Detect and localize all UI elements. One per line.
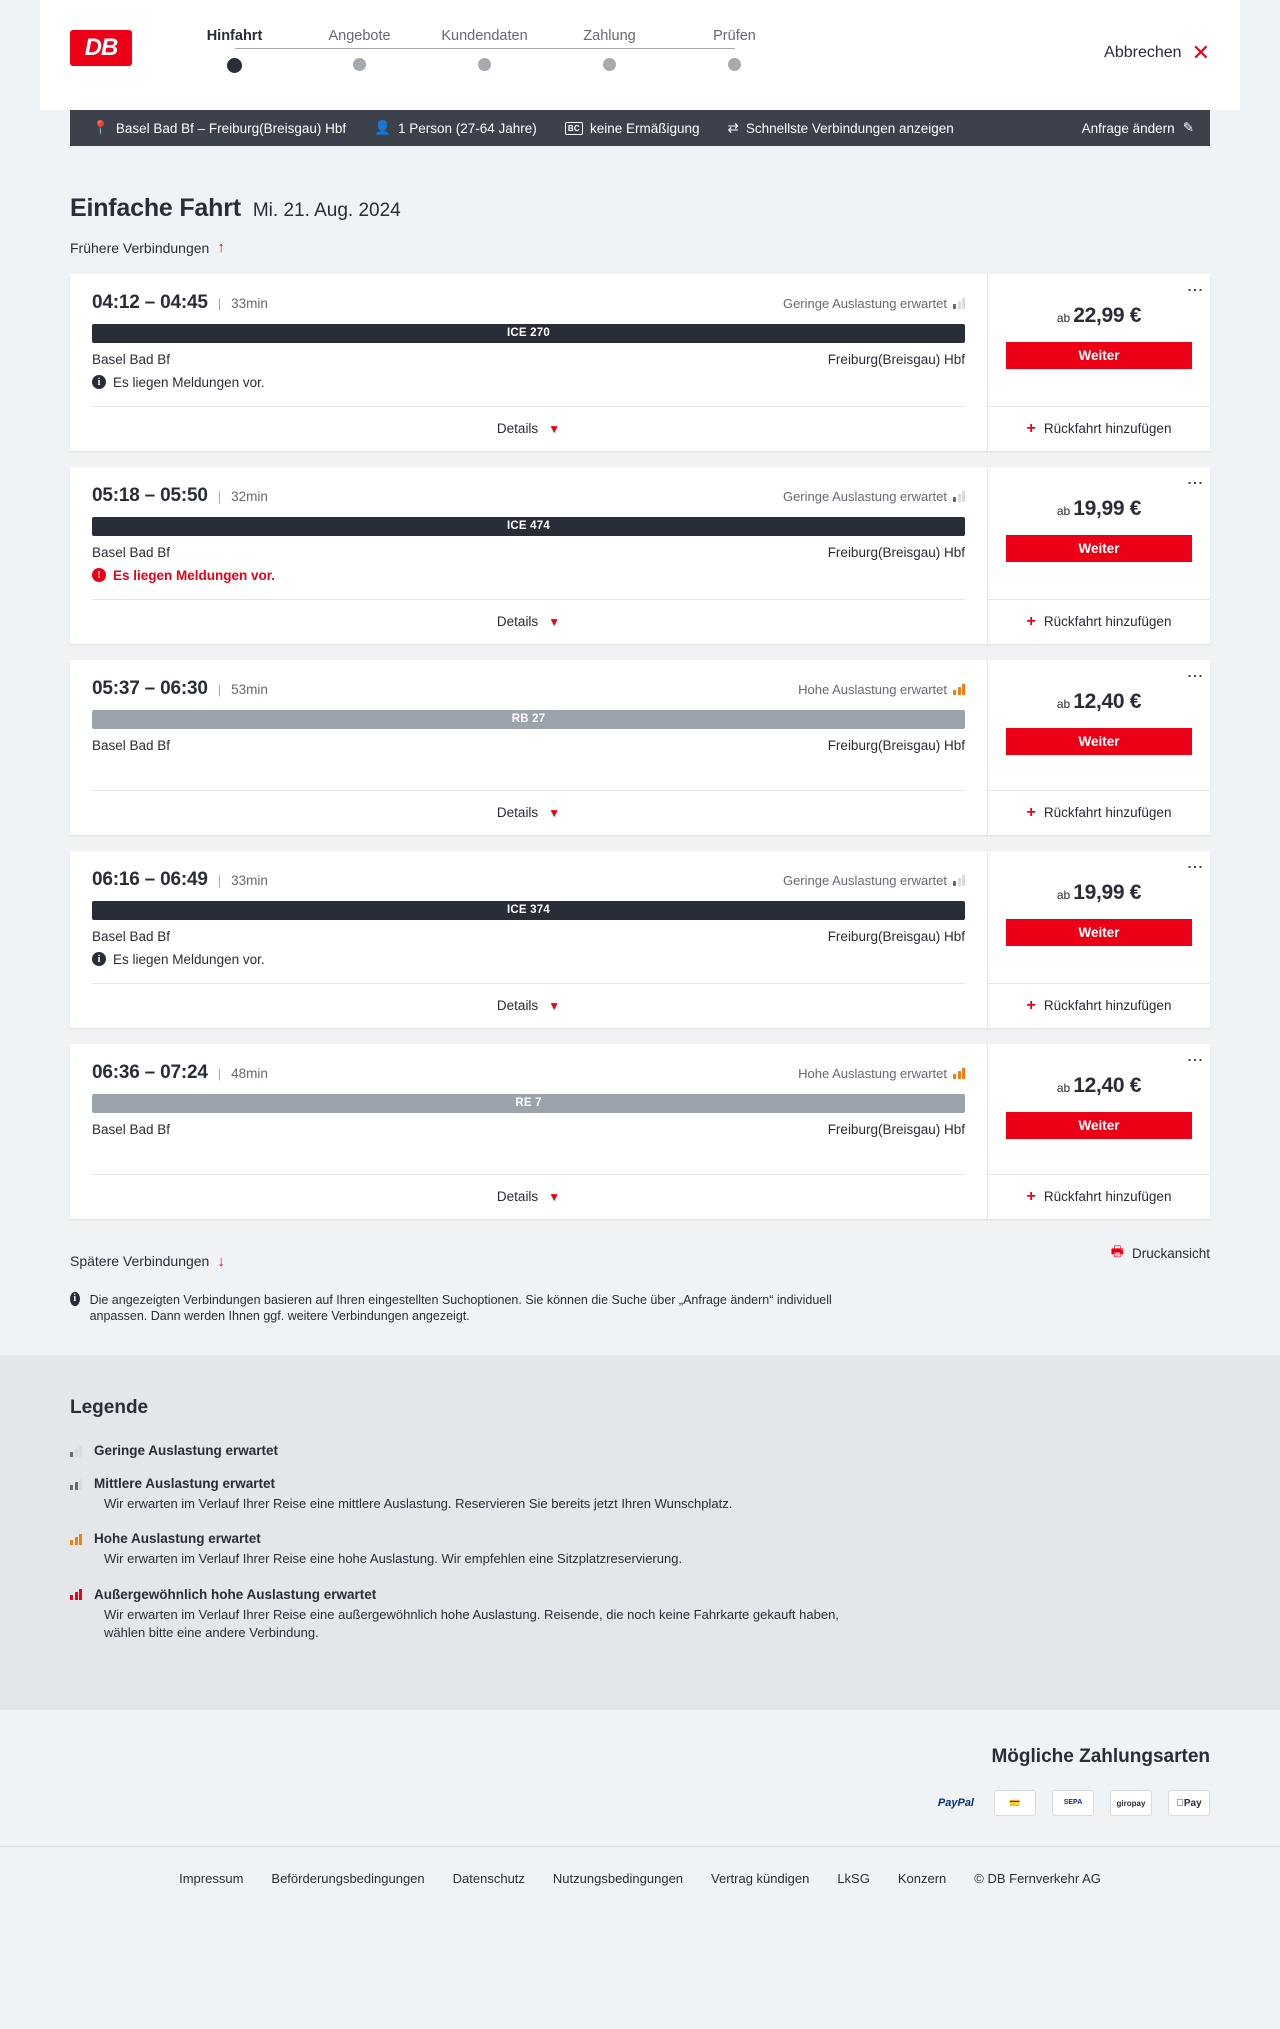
price-box	[988, 1044, 1210, 1174]
legend-item-mid	[70, 1476, 1210, 1513]
step-kundendaten[interactable]	[422, 28, 547, 73]
connection-price-panel	[988, 467, 1210, 644]
earlier-connections-label: Frühere Verbindungen	[70, 239, 210, 256]
later-connections-label: Spätere Verbindungen	[70, 1253, 210, 1269]
payment-icons	[70, 1790, 1210, 1816]
db-logo: DB	[70, 30, 132, 66]
cancel-button[interactable]	[1104, 42, 1210, 64]
connection-stations	[92, 929, 965, 944]
footer-link-konzern[interactable]: Konzern	[897, 1871, 947, 1886]
occupancy-label: Hohe Auslastung erwartet	[798, 681, 947, 697]
connection-notice[interactable]	[92, 952, 965, 967]
connection-times: 05:18 – 05:50	[92, 484, 208, 506]
app-header	[40, 0, 1240, 110]
legend-item-desc: Wir erwarten im Verlauf Ihrer Reise eine mittlere Auslastung. Reservieren Sie bereits jetzt Ihren Wunschplatz.	[104, 1496, 733, 1512]
price-box	[988, 660, 1210, 790]
continue-button[interactable]: Weiter	[1006, 919, 1192, 946]
connection-header	[92, 678, 965, 700]
occupancy-indicator	[798, 682, 965, 697]
applepay-icon: Pay	[1168, 1790, 1210, 1816]
details-label: Details	[496, 421, 539, 436]
step-dot	[353, 58, 366, 71]
footer-link-nutzungsbedingungen[interactable]: Nutzungsbedingungen	[552, 1871, 684, 1886]
summary-discount[interactable]	[551, 121, 714, 136]
train-bar: ICE 374	[92, 901, 965, 920]
connection-duration: 33min	[231, 295, 268, 311]
connection-details	[70, 1044, 988, 1219]
details-toggle[interactable]	[92, 790, 965, 835]
connection-price-panel	[988, 851, 1210, 1028]
connection-stations	[92, 545, 965, 560]
site-footer	[0, 1846, 1280, 1926]
separator: |	[217, 488, 222, 504]
more-options-icon[interactable]: ⋮	[1186, 281, 1203, 298]
search-summary-bar	[70, 110, 1210, 146]
add-return-trip-button[interactable]	[988, 599, 1210, 644]
details-toggle[interactable]	[92, 983, 965, 1028]
connection-card[interactable]	[70, 1044, 1210, 1219]
connection-price-panel	[988, 274, 1210, 451]
results-footer	[70, 1237, 1210, 1270]
details-label: Details	[496, 1189, 539, 1204]
more-options-icon[interactable]: ⋮	[1186, 667, 1203, 684]
price-prefix: ab	[1056, 696, 1071, 711]
add-return-trip-label: Rückfahrt hinzufügen	[1043, 998, 1172, 1013]
details-label: Details	[496, 805, 539, 820]
price-value	[1006, 881, 1192, 905]
price-box	[988, 274, 1210, 406]
modify-search-label: Anfrage ändern	[1081, 120, 1175, 136]
search-hint	[70, 1292, 860, 1326]
connection-duration: 53min	[231, 681, 268, 697]
more-options-icon[interactable]: ⋮	[1186, 1051, 1203, 1068]
arrival-station: Freiburg(Breisgau) Hbf	[827, 351, 965, 367]
page-title	[70, 146, 1210, 223]
step-label: Angebote	[328, 28, 391, 44]
modify-search-button[interactable]	[1082, 121, 1194, 136]
price-amount: 12,40 €	[1073, 689, 1142, 713]
connection-times: 06:16 – 06:49	[92, 868, 208, 890]
occupancy-bars-icon	[953, 1068, 965, 1079]
connection-price-panel	[988, 660, 1210, 835]
continue-button[interactable]: Weiter	[1006, 342, 1192, 369]
connection-card[interactable]	[70, 851, 1210, 1028]
footer-link-vertrag-kuendigen[interactable]: Vertrag kündigen	[711, 1871, 810, 1886]
connection-details	[70, 274, 988, 451]
occupancy-label: Hohe Auslastung erwartet	[798, 1065, 947, 1081]
connection-card[interactable]	[70, 274, 1210, 451]
connection-header	[92, 1062, 965, 1084]
footer-link-lksg[interactable]: LkSG	[837, 1871, 870, 1886]
continue-button[interactable]: Weiter	[1006, 1112, 1192, 1139]
train-bar: ICE 270	[92, 324, 965, 343]
connection-notice[interactable]	[92, 568, 965, 583]
plus-icon: +	[1026, 803, 1036, 821]
price-prefix: ab	[1056, 310, 1071, 325]
separator: |	[217, 681, 222, 697]
departure-station: Basel Bad Bf	[92, 737, 171, 753]
step-dot	[227, 58, 242, 73]
step-label: Zahlung	[583, 28, 636, 44]
summary-route-label: Basel Bad Bf – Freiburg(Breisgau) Hbf	[115, 120, 347, 136]
add-return-trip-label: Rückfahrt hinzufügen	[1043, 805, 1172, 820]
chevron-down-icon: ▼	[548, 421, 561, 436]
details-toggle[interactable]	[92, 1174, 965, 1219]
chevron-down-icon: ▼	[548, 614, 561, 629]
footer-link-befoerderungsbedingungen[interactable]: Beförderungsbedingungen	[271, 1871, 425, 1886]
continue-button[interactable]: Weiter	[1006, 535, 1192, 562]
price-box	[988, 467, 1210, 599]
occupancy-label: Geringe Auslastung erwartet	[782, 295, 947, 311]
connection-times: 06:36 – 07:24	[92, 1061, 208, 1083]
sepa-icon: SEPA	[1052, 1790, 1094, 1816]
print-view-button[interactable]	[1111, 1241, 1210, 1265]
step-angebote[interactable]	[297, 28, 422, 73]
cancel-label: Abbrechen	[1104, 44, 1182, 61]
details-toggle[interactable]	[92, 406, 965, 451]
legend-item-low	[70, 1443, 1210, 1458]
occupancy-label: Geringe Auslastung erwartet	[782, 872, 947, 888]
price-value	[1006, 304, 1192, 328]
checkout-steps	[172, 28, 797, 73]
connection-stations	[92, 738, 965, 753]
connection-details	[70, 467, 988, 644]
occupancy-indicator	[798, 1066, 965, 1081]
connection-notice-label: Es liegen Meldungen vor.	[113, 567, 276, 583]
earlier-connections-button[interactable]	[70, 239, 225, 256]
separator: |	[217, 872, 222, 888]
add-return-trip-label: Rückfahrt hinzufügen	[1043, 1189, 1172, 1204]
footer-copyright: © DB Fernverkehr AG	[974, 1871, 1101, 1886]
connection-stations	[92, 1122, 965, 1137]
separator: |	[217, 295, 222, 311]
connection-header	[92, 292, 965, 314]
connection-duration: 48min	[231, 1065, 268, 1081]
step-connector	[360, 48, 485, 49]
plus-icon: +	[1026, 612, 1036, 630]
chevron-down-icon: ▼	[548, 805, 561, 820]
step-connector	[485, 48, 610, 49]
departure-station: Basel Bad Bf	[92, 544, 171, 560]
connection-times: 05:37 – 06:30	[92, 677, 208, 699]
connection-times: 04:12 – 04:45	[92, 291, 208, 313]
payment-title: Mögliche Zahlungsarten	[991, 1746, 1210, 1767]
close-icon: ✕	[1191, 40, 1210, 65]
details-label: Details	[496, 998, 539, 1013]
price-prefix: ab	[1056, 503, 1071, 518]
sort-icon: ⇄	[727, 120, 739, 136]
departure-station: Basel Bad Bf	[92, 928, 171, 944]
occupancy-bars-icon	[953, 684, 965, 695]
train-bar: ICE 474	[92, 517, 965, 536]
occupancy-bars-icon	[70, 1478, 82, 1490]
occupancy-bars-icon	[70, 1533, 82, 1545]
more-options-icon[interactable]: ⋮	[1186, 474, 1203, 491]
add-return-trip-button[interactable]	[988, 406, 1210, 451]
legend-item-label: Mittlere Auslastung erwartet	[94, 1476, 276, 1492]
print-view-label: Druckansicht	[1131, 1245, 1210, 1261]
step-connector	[235, 48, 360, 49]
step-dot	[728, 58, 741, 71]
connection-price-panel	[988, 1044, 1210, 1219]
summary-discount-label: keine Ermäßigung	[589, 120, 700, 136]
occupancy-bars-icon	[953, 298, 965, 309]
legend-item-label: Außergewöhnlich hohe Auslastung erwartet	[94, 1586, 377, 1602]
step-label: Hinfahrt	[206, 28, 263, 44]
legend-title: Legende	[70, 1397, 149, 1419]
more-options-icon[interactable]: ⋮	[1186, 858, 1203, 875]
plus-icon: +	[1026, 996, 1036, 1014]
price-amount: 19,99 €	[1073, 496, 1142, 520]
arrow-up-icon: ↑	[217, 239, 225, 256]
step-hinfahrt[interactable]	[172, 28, 297, 73]
add-return-trip-button[interactable]	[988, 1174, 1210, 1219]
occupancy-bars-icon	[70, 1445, 82, 1457]
info-icon: i	[92, 952, 106, 966]
step-dot	[603, 58, 616, 71]
pencil-icon: ✎	[1182, 120, 1194, 136]
step-label: Kundendaten	[441, 28, 528, 44]
legend-item-desc: Wir erwarten im Verlauf Ihrer Reise eine außergewöhnlich hohe Auslastung. Reisende, die noch keine Fahrkarte gekauft haben, wählen bitte eine andere Verbindung.	[104, 1606, 839, 1640]
step-dot	[478, 58, 491, 71]
price-value	[1006, 497, 1192, 521]
train-bar: RE 7	[92, 1094, 965, 1113]
printer-icon: 🖶	[1110, 1243, 1124, 1259]
step-zahlung[interactable]	[547, 28, 672, 73]
connection-stations	[92, 352, 965, 367]
connection-details	[70, 851, 988, 1028]
occupancy-label: Geringe Auslastung erwartet	[782, 488, 947, 504]
plus-icon: +	[1026, 419, 1036, 437]
info-icon: i	[70, 1292, 80, 1306]
trip-type-title: Einfache Fahrt	[70, 194, 241, 222]
arrival-station: Freiburg(Breisgau) Hbf	[827, 737, 965, 753]
connection-notice-label: Es liegen Meldungen vor.	[113, 374, 265, 390]
location-pin-icon: 📍	[92, 120, 109, 136]
legend-item-label: Hohe Auslastung erwartet	[94, 1531, 261, 1547]
payment-methods-section	[0, 1710, 1280, 1846]
giropay-icon: giropay	[1110, 1790, 1152, 1816]
connection-header	[92, 485, 965, 507]
arrival-station: Freiburg(Breisgau) Hbf	[827, 928, 965, 944]
details-toggle[interactable]	[92, 599, 965, 644]
occupancy-indicator	[783, 296, 965, 311]
departure-station: Basel Bad Bf	[92, 351, 171, 367]
connection-duration: 32min	[231, 488, 268, 504]
connection-notice-label: Es liegen Meldungen vor.	[113, 951, 265, 967]
chevron-down-icon: ▼	[548, 1189, 561, 1204]
arrow-down-icon: ↓	[217, 1252, 225, 1270]
legend-item-label: Geringe Auslastung erwartet	[94, 1443, 279, 1459]
connection-card[interactable]	[70, 467, 1210, 644]
connection-notice[interactable]	[92, 375, 965, 390]
person-icon: 👤	[374, 120, 391, 136]
occupancy-bars-icon	[953, 875, 965, 886]
price-amount: 12,40 €	[1073, 1073, 1142, 1097]
add-return-trip-label: Rückfahrt hinzufügen	[1043, 421, 1172, 436]
chevron-down-icon: ▼	[548, 998, 561, 1013]
continue-button[interactable]: Weiter	[1006, 728, 1192, 755]
summary-sorting-label: Schnellste Verbindungen anzeigen	[745, 120, 954, 136]
search-hint-text: Die angezeigten Verbindungen basieren auf Ihren eingestellten Suchoptionen. Sie können die Suche über „Anfrage ändern“ individuell anpassen. Dann werden Ihnen ggf. weitere Verbindungen angezeigt.	[89, 1292, 832, 1324]
legend-item-desc: Wir erwarten im Verlauf Ihrer Reise eine hohe Auslastung. Wir empfehlen eine Sitzplatzreservierung.	[104, 1551, 683, 1567]
step-pruefen[interactable]	[672, 28, 797, 73]
step-connector	[610, 48, 735, 49]
trip-date: Mi. 21. Aug. 2024	[252, 200, 401, 221]
train-bar: RB 27	[92, 710, 965, 729]
footer-link-impressum[interactable]: Impressum	[179, 1871, 244, 1886]
step-label: Prüfen	[713, 28, 756, 44]
connection-card[interactable]	[70, 660, 1210, 835]
occupancy-bars-icon	[953, 491, 965, 502]
paypal-icon: PayPal	[937, 1797, 974, 1809]
price-prefix: ab	[1056, 1080, 1071, 1095]
add-return-trip-button[interactable]	[988, 983, 1210, 1028]
footer-link-datenschutz[interactable]: Datenschutz	[452, 1871, 525, 1886]
price-amount: 19,99 €	[1073, 880, 1142, 904]
price-prefix: ab	[1056, 887, 1071, 902]
creditcard-icon: 💳	[994, 1790, 1036, 1816]
warning-icon: !	[92, 568, 106, 582]
info-icon: i	[92, 375, 106, 389]
connection-duration: 33min	[231, 872, 268, 888]
summary-passengers-label: 1 Person (27-64 Jahre)	[397, 120, 537, 136]
add-return-trip-button[interactable]	[988, 790, 1210, 835]
arrival-station: Freiburg(Breisgau) Hbf	[827, 544, 965, 560]
summary-route[interactable]	[84, 121, 360, 136]
price-box	[988, 851, 1210, 983]
details-label: Details	[496, 614, 539, 629]
later-connections-button[interactable]	[70, 1253, 225, 1270]
legend-section	[0, 1355, 1280, 1710]
occupancy-indicator	[783, 489, 965, 504]
add-return-trip-label: Rückfahrt hinzufügen	[1043, 614, 1172, 629]
price-amount: 22,99 €	[1073, 303, 1142, 327]
connection-details	[70, 660, 988, 835]
separator: |	[217, 1065, 222, 1081]
bahncard-icon: BC	[565, 122, 583, 135]
occupancy-indicator	[783, 873, 965, 888]
results-content	[0, 146, 1280, 1355]
summary-sorting[interactable]	[714, 121, 968, 136]
connection-header	[92, 869, 965, 891]
departure-station: Basel Bad Bf	[92, 1121, 171, 1137]
price-value	[1006, 1074, 1192, 1098]
legend-item-very-high	[70, 1587, 1210, 1642]
price-value	[1006, 690, 1192, 714]
legend-item-high	[70, 1531, 1210, 1568]
arrival-station: Freiburg(Breisgau) Hbf	[827, 1121, 965, 1137]
plus-icon: +	[1026, 1187, 1036, 1205]
occupancy-bars-icon	[70, 1588, 82, 1600]
summary-passengers[interactable]	[360, 121, 551, 136]
